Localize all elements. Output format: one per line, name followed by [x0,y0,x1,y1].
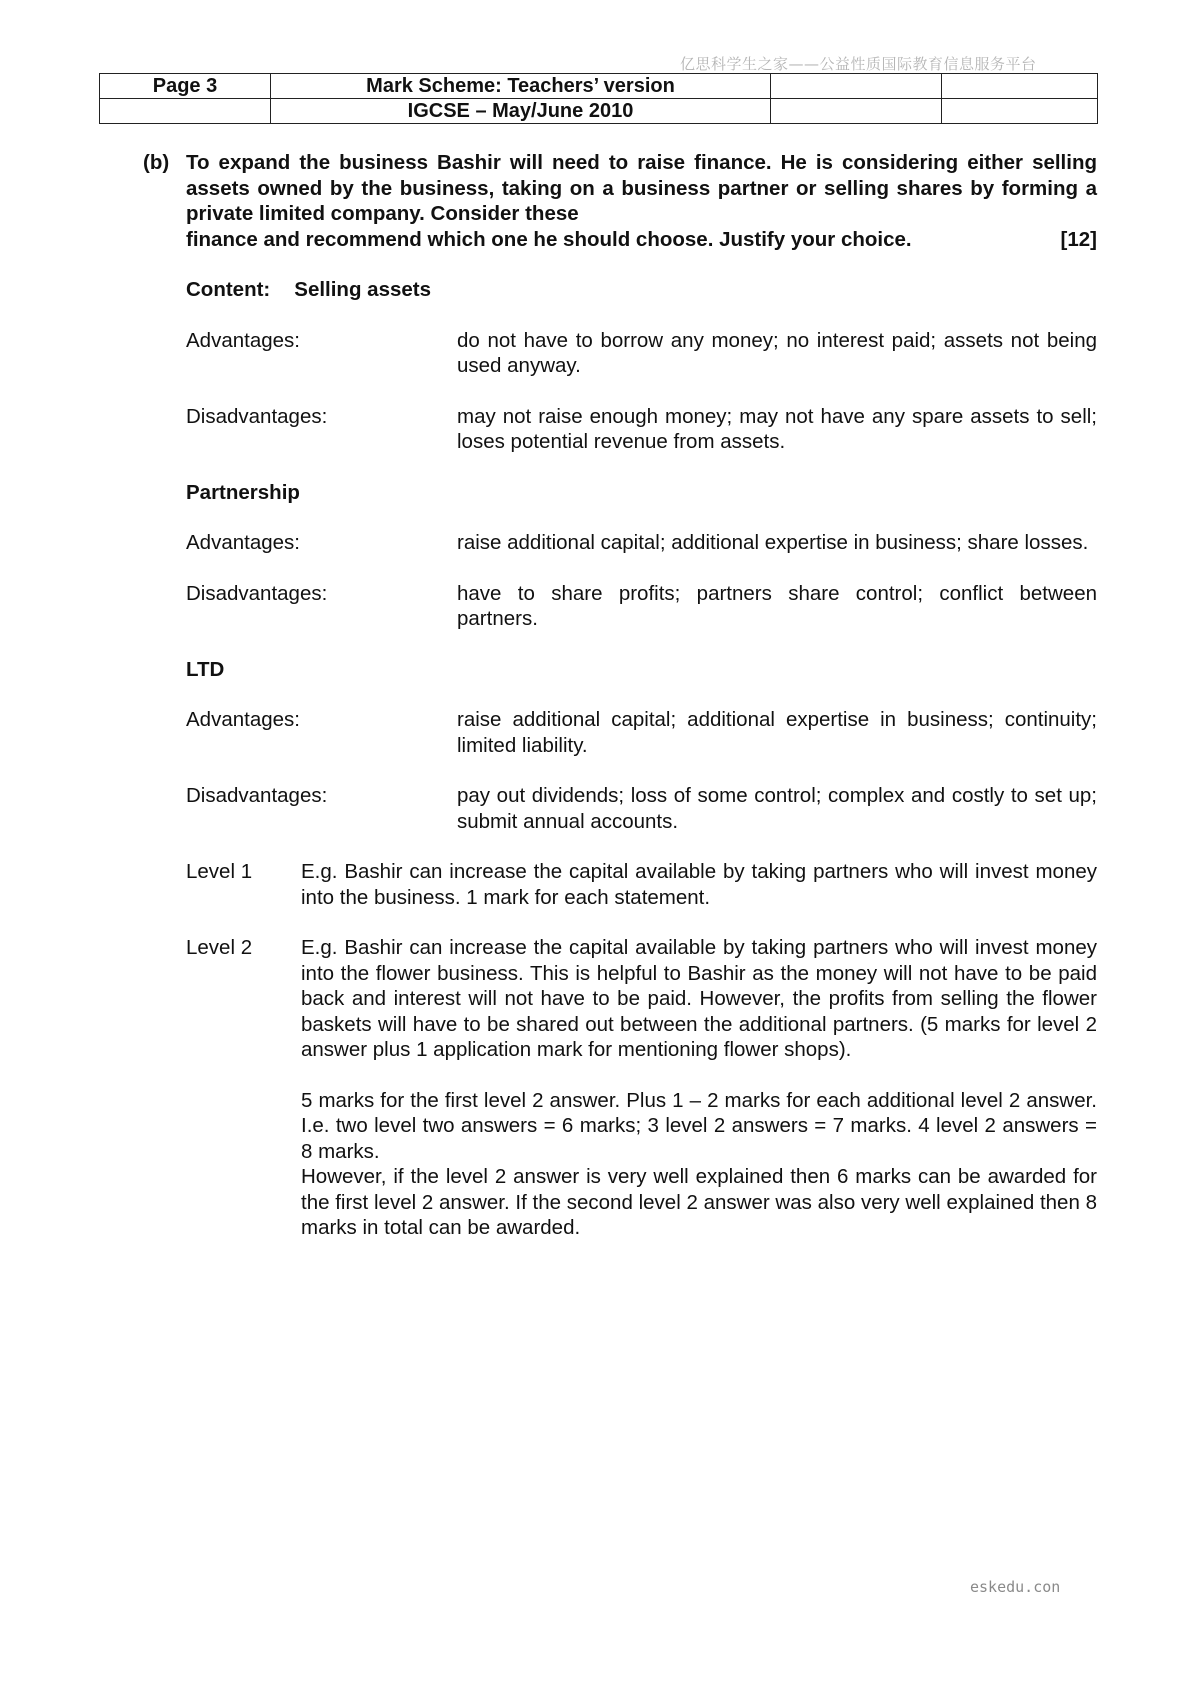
advantages-label: Advantages: [186,328,300,352]
advantages-label: Advantages: [186,531,300,554]
advantages-row [186,707,1097,758]
disadvantages-label: Disadvantages: [186,581,328,605]
disadvantages-text: may not raise enough money; may not have any spare assets to sell; loses potential revenue from assets. [457,404,1097,453]
marking-note: However, if the level 2 answer is very well explained then 6 marks can be awarded for the first level 2 answer. If the second level 2 answer was also very well explained then 8 marks in total can be awarded. [301,1165,1097,1239]
page-number: Page 3 [100,74,271,99]
disadvantages-text: have to share profits; partners share control; conflict between partners. [457,581,1097,630]
level-text: E.g. Bashir can increase the capital available by taking partners who will invest money into the flower business. This is helpful to Bashir as the money will not have to be paid back and interest will not have to be paid. However, the profits from selling the flower baskets will have to be shared out between the additional partners. (5 marks for level 2 answer plus 1 application mark for mentioning flower shops). [301,936,1097,1061]
level-text: E.g. Bashir can increase the capital available by taking partners who will invest money into the business. 1 mark for each statement. [301,860,1097,909]
question [143,150,1097,252]
question-text-line1: To expand the business Bashir will need to raise finance. He is considering either selling assets owned by the business, taking on a business partner or selling shares by forming a private limited company. Consider these [186,151,1097,225]
level-row [186,859,1097,910]
section-title: Selling assets [294,278,431,301]
header-empty-cell [771,99,942,124]
advantages-row [186,328,1097,379]
answer-content [186,277,1097,1241]
disadvantages-row [186,581,1097,632]
advantages-label: Advantages: [186,708,300,731]
advantages-text: do not have to borrow any money; no interest paid; assets not being used anyway. [457,328,1097,377]
level-label: Level 2 [186,936,253,959]
header-empty-cell [771,74,942,99]
footer-watermark: eskedu.con [970,1578,1061,1596]
mark-scheme-content [143,150,1097,1241]
marking-note: 5 marks for the first level 2 answer. Plus 1 – 2 marks for each additional level 2 answer. I.e. two level two answers = 6 marks; 3 level 2 answers = 7 marks. 4 level 2 answers = 8 marks. [301,1088,1097,1163]
question-label: (b) [143,151,170,174]
section-heading [186,277,1097,303]
header-empty-cell [942,74,1098,99]
question-text-line2 [186,227,1097,253]
question-marks: [12] [1060,227,1097,251]
question-text-end: finance and recommend which one he should choose. Justify your choice. [186,227,912,251]
disadvantages-label: Disadvantages: [186,404,328,428]
disadvantages-text: pay out dividends; loss of some control; complex and costly to set up; submit annual accounts. [457,784,1097,833]
advantages-text: raise additional capital; additional expertise in business; continuity; limited liability. [457,708,1097,757]
header-table [99,73,1098,124]
level-row [186,935,1097,1063]
level-label: Level 1 [186,860,253,883]
exam-session: IGCSE – May/June 2010 [271,99,771,124]
content-label: Content: [186,278,271,301]
disadvantages-label: Disadvantages: [186,784,328,807]
advantages-row [186,530,1097,556]
watermark-text: 亿思科学生之家——公益性质国际教育信息服务平台 [680,55,1037,73]
header-empty-cell [942,99,1098,124]
disadvantages-row [186,783,1097,834]
mark-scheme-title: Mark Scheme: Teachers’ version [271,74,771,99]
question-text [186,150,1097,252]
header-empty-cell [100,99,271,124]
section-title: LTD [186,657,225,681]
advantages-text: raise additional capital; additional expertise in business; share losses. [457,531,1089,554]
disadvantages-row [186,404,1097,455]
section-title: Partnership [186,480,300,504]
